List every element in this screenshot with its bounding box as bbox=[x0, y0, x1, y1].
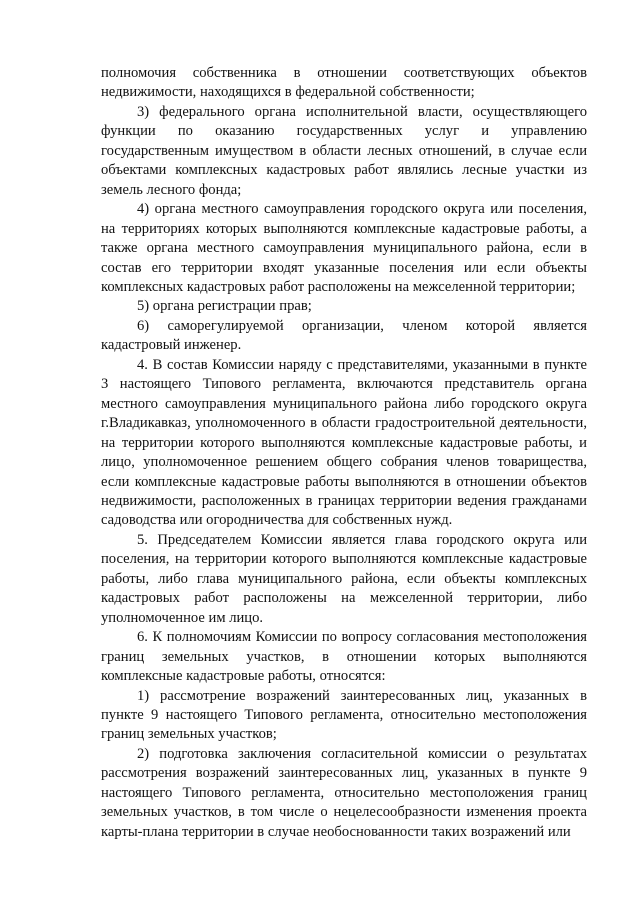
document-body bbox=[101, 64, 587, 842]
paragraph-subitem-2: 2) подготовка заключения согласительной комиссии о результатах рассмотрения возражений заинтересованных лиц, указанных в пункте 9 настоящего Типового регламента, относительно местоположения границ земельных участков, в том числе о нецелесообразности изменения проекта карты-плана территории в случае необоснованности таких возражений или bbox=[101, 745, 587, 840]
paragraph-clause-6: 6. К полномочиям Комиссии по вопросу согласования местоположения границ земельных участков, в отношении которых выполняются комплексные кадастровые работы, относятся: bbox=[101, 629, 587, 685]
paragraph-item-5: 5) органа регистрации прав; bbox=[137, 298, 312, 315]
paragraph-continuation: полномочия собственника в отношении соответствующих объектов недвижимости, находящихся в федеральной собственности; bbox=[101, 65, 587, 101]
paragraph-subitem-1: 1) рассмотрение возражений заинтересованных лиц, указанных в пункте 9 настоящего Типового регламента, относительно местоположения границ земельных участков; bbox=[101, 687, 587, 743]
paragraph-item-6: 6) саморегулируемой организации, членом которой является кадастровый инженер. bbox=[101, 317, 587, 354]
paragraph-clause-5: 5. Председателем Комиссии является глава городского округа или поселения, на территории которого выполняются комплексные кадастровые работы, либо глава муниципального района, если объекты комплексных кадастровых работ расположены на межселенной территории, либо уполномоченное им лицо. bbox=[101, 531, 587, 626]
paragraph-item-4: 4) органа местного самоуправления городского округа или поселения, на территориях которых выполняются комплексные кадастровые работы, а также органа местного самоуправления муниципального района, если в состав его территории входят указанные поселения или если объекты комплексных кадастровых работ расположены на межселенной территории; bbox=[101, 201, 587, 295]
paragraph-clause-4: 4. В состав Комиссии наряду с представителями, указанными в пункте 3 настоящего Типового регламента, включаются представитель органа местного самоуправления муниципального района либо городского округа г.Владикавказ, уполномоченного в области градостроительной деятельности, на территории которого выполняются комплексные кадастровые работы, и лицо, уполномоченное решением общего собрания членов товарищества, если комплексные кадастровые работы выполняются в отношении объектов недвижимости, расположенных в границах территории ведения гражданами садоводства или огородничества для собственных нужд. bbox=[101, 356, 587, 529]
paragraph-item-3: 3) федерального органа исполнительной власти, осуществляющего функции по оказанию государственных услуг и управлению государственным имуществом в области лесных отношений, в случае если объектами комплексных кадастровых работ являлись лесные участки из земель лесного фонда; bbox=[101, 103, 587, 198]
